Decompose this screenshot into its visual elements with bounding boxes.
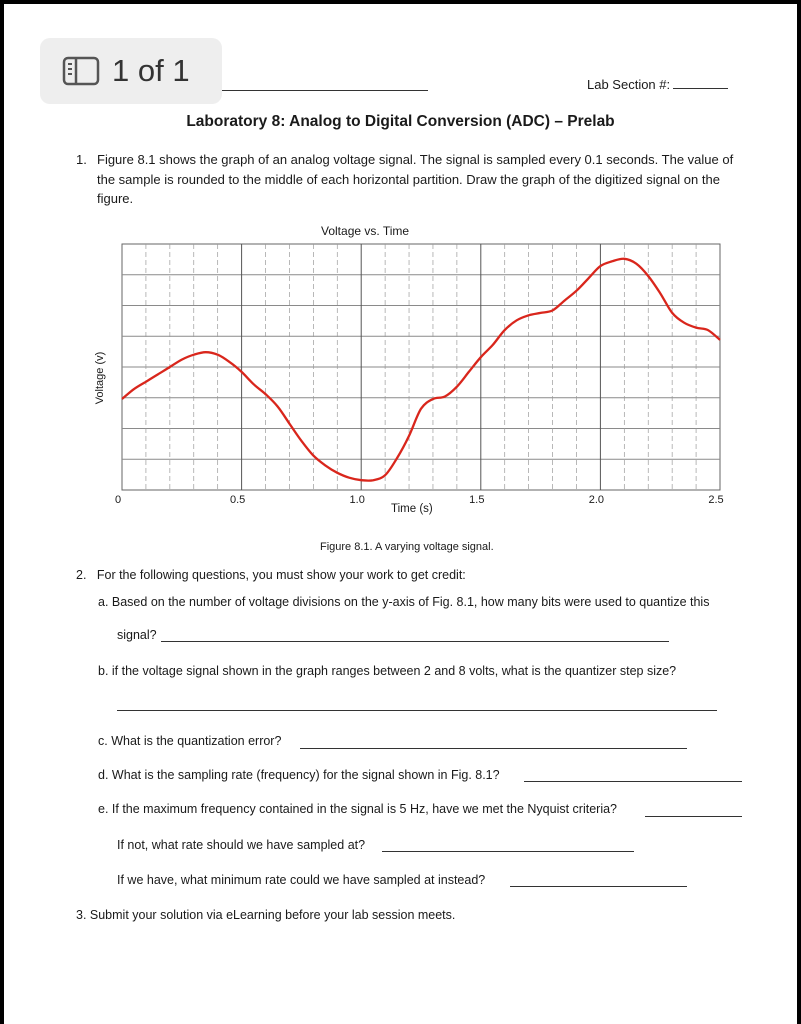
question-2-number: 2.: [76, 568, 87, 582]
question-2e-not-text: If not, what rate should we have sampled at?: [117, 838, 366, 852]
answer-2b-blank[interactable]: [117, 710, 717, 711]
chart-x-tick-label: 2.0: [588, 494, 605, 506]
page-count-text: 1 of 1: [112, 53, 190, 88]
question-2a-signal-label: signal?: [117, 628, 157, 642]
chart-x-tick-label: 2.5: [708, 494, 724, 506]
question-1-number: 1.: [76, 152, 87, 167]
question-1-text: Figure 8.1 shows the graph of an analog voltage signal. The signal is sampled every 0.1 seconds. The value of the sample is rounded to the middle of each horizontal partition. Draw the graph of the digitized signal on the figure.: [97, 152, 734, 206]
answer-2c-blank[interactable]: [300, 748, 687, 749]
answer-2a-blank[interactable]: [161, 641, 669, 642]
lab-section-label: Lab Section #:: [587, 77, 671, 92]
question-2a-text: a. Based on the number of voltage divisions on the y-axis of Fig. 8.1, how many bits were used to quantize this: [98, 595, 710, 609]
question-2e-text: e. If the maximum frequency contained in the signal is 5 Hz, have we met the Nyquist criteria?: [98, 802, 617, 816]
question-2c-text: c. What is the quantization error?: [98, 734, 282, 748]
answer-2d-blank[interactable]: [524, 781, 742, 782]
question-2d-text: d. What is the sampling rate (frequency) for the signal shown in Fig. 8.1?: [98, 768, 500, 782]
chart-y-axis-label: Voltage (v): [94, 351, 106, 405]
voltage-signal-line: [122, 259, 720, 481]
answer-2e-not-blank[interactable]: [382, 851, 634, 852]
chart-x-tick-label: 0.5: [229, 494, 246, 506]
chart-x-axis-label: Time (s): [391, 503, 433, 515]
question-2-intro-text: For the following questions, you must show your work to get credit:: [96, 568, 466, 582]
answer-2e-blank[interactable]: [645, 816, 742, 817]
page-title: Laboratory 8: Analog to Digital Conversion (ADC) – Prelab: [186, 113, 615, 130]
figure-caption: Figure 8.1. A varying voltage signal.: [320, 541, 494, 553]
chart-x-tick-label: 0: [114, 494, 122, 506]
question-2-intro: [76, 568, 466, 582]
chart-title: Voltage vs. Time: [321, 224, 410, 238]
question-2e-have-text: If we have, what minimum rate could we have sampled at instead?: [117, 873, 486, 887]
question-3-text: 3. Submit your solution via eLearning before your lab session meets.: [76, 908, 456, 922]
question-2b-text: b. if the voltage signal shown in the graph ranges between 2 and 8 volts, what is the quantizer step size?: [98, 664, 677, 678]
chart-x-tick-label: 1.0: [349, 494, 365, 506]
chart-x-tick-label: 1.5: [469, 494, 485, 506]
answer-2e-have-blank[interactable]: [510, 886, 687, 887]
